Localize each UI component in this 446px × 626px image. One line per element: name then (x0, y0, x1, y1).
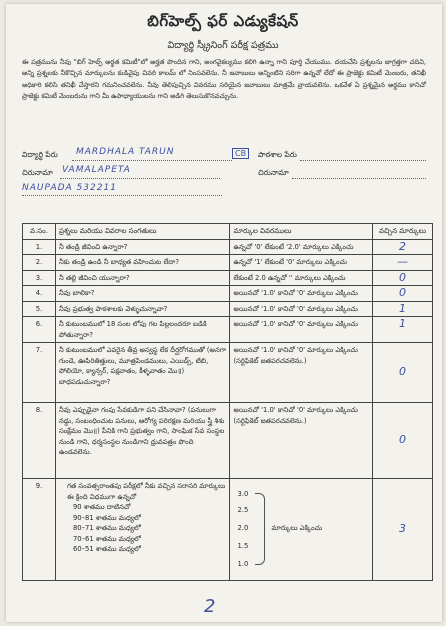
row-score: 1 (399, 317, 407, 330)
signature-mark: 2 (204, 596, 216, 617)
questions-table (22, 223, 433, 581)
header-marks-obtained: వచ్చిన మార్కులు (373, 224, 433, 240)
q9-scale-value: 1.0 (237, 560, 249, 568)
address-line-3 (22, 195, 222, 196)
row-score: — (397, 255, 409, 268)
q9-scale-value: 2.0 (237, 524, 249, 532)
address-line-1 (60, 178, 220, 179)
row-number: 6. (23, 317, 56, 343)
row-marks-rule: మార్కులు ఎక్కించు (271, 524, 323, 532)
document-subtitle: విద్యార్థి స్క్రీనింగ్ పరీక్ష పత్రము (167, 40, 279, 51)
table-row (23, 317, 433, 343)
row-score: 0 (399, 365, 407, 379)
row-question: నీ కుటుంబములో ఎవరైన తీవ్ర అస్వస్థ లేక దీర్ఘరోగముతో (అనగా గుండె, ఊపిరితిత్తులు, మూత్రపిండములు, ఎయిడ్స్, టిబి, పోలియో, క్యాన్సర్, పక్షవాతం, కీళ్ళవాతం మొ॥) బాధపడుచున్నారా? (55, 343, 230, 403)
q9-scale-value: 3.0 (237, 490, 249, 498)
student-name-value: MARDHALA TARUN (76, 147, 175, 157)
row-number: 9. (23, 479, 56, 581)
table-row (23, 343, 433, 403)
address-label: చిరునామా (22, 168, 53, 177)
address-line-2 (292, 178, 426, 179)
table-header-row (23, 224, 433, 240)
q9-range-item: 70–61 శాతము మధ్యలో (72, 534, 141, 543)
row-question: నీవు ఎప్పుడైనా గంపు సేవకుడిగా పని చేసినావా? (పనులుగా నడ్డు, సంబంధించుట పనులు, ఆరోగ్య పరిరక్షణ మరియు స్త్రీ శిశు సంక్షేమం మొ॥) పీనికి గాని ప్రభుత్వం గాని, సాంఘిక సేవ సంస్థల నుండి గాని, ధర్మసంస్థల నుండిగాని ధ్రువపత్రం పొంది ఉండవలెను. (55, 403, 230, 479)
row-question: నీ కుటుంబములో 18 సంల లోపు గల పిల్లలందరూ బడికి పోతున్నారా? (55, 317, 230, 343)
row-number: 5. (23, 301, 56, 317)
table-row (23, 255, 433, 271)
q9-range-item: 80–71 శాతము మధ్యలో (72, 524, 141, 532)
school-name-line (300, 160, 426, 161)
header-serial: వ.సం. (23, 224, 56, 240)
table-row (23, 270, 433, 286)
row-question: నీ తండ్రి జీవించి ఉన్నారా? (55, 239, 230, 255)
row-score: 3 (399, 522, 407, 536)
row-marks-rule: ఉన్నచో '0' లేకుంటే '2.0' మార్కులు ఎక్కించు (230, 239, 373, 255)
q9-range-item: 90 శాతము దాటినచో (72, 503, 131, 511)
table-row (23, 286, 433, 302)
student-name-line (72, 160, 232, 161)
row-score: 2 (399, 239, 407, 253)
document-title: బిగ్‌హెల్ప్ ఫర్ ఎడ్యుకేషన్ (147, 12, 299, 30)
q9-range-item: 60–51 శాతము మధ్యలో (72, 545, 141, 553)
row-number: 3. (23, 270, 56, 286)
row-marks-rule: అయినచో '1.0' కానిచో '0' మార్కులు ఎక్కించు (సర్టిఫికెట్ జతపరచవలెను.) (230, 403, 373, 479)
row-number: 2. (23, 255, 56, 271)
row-marks-rule: లేకుంటే 2.0 ఉన్నచో '' మార్కులు ఎక్కించు (230, 270, 373, 286)
row-marks-rule: ఉన్నచో '1' లేకుంటే '0' మార్కులు ఎక్కించు (230, 255, 373, 271)
table-row (23, 301, 433, 317)
address-label-2: చిరునామా (258, 168, 289, 177)
student-name-label: విద్యార్థి పేరు (22, 150, 58, 159)
row-marks-rule: అయినచో '1.0' కానిచో '0' మార్కులు ఎక్కించు (సర్టిఫికెట్ జతపరచవలెను.) (230, 343, 373, 403)
instructions-paragraph: ఈ పత్రమును నీవు "బిగ్ హెల్ప్ అర్థత కమిటీ"లో అర్హత పొందిన గాని, అంగవైకల్యము కలిగి ఉన్నా గాని పూర్తి చేయుము. దయచేసి ప్రశ్నలను జాగ్రత్తగా చదివి, అన్ని ప్రశ్నలకు నీకొచ్చిన మార్కులను కుడివైపు చివరి కాలమ్ లో నింపవలెను. నీ జవాబులు అన్నింటిని సరిగా ఉన్నవో లేదో ఈ ప్రాజెక్టు కమిటీ మెంబరు, తనిఖీ అధికారి కలిసి తనిఖీ చేస్తారని గమనించవలెను. నీవు తెలిపుచ్చిన వివరము సరియైన జవాబులు మాత్రమే వ్రాయవలెను. ఒకవేళ ఏ ప్రశ్నమైన అర్థము కానిచో ప్రాజెక్టు కమిటీ మెంబరును గాని మీ ఉపాధ్యాయులను గాని అడిగి తెలుసుకొనవచ్చును. (22, 58, 426, 101)
row-score: 0 (399, 270, 407, 284)
row-question: నీకు తండ్రి ఉండి నీ బాధ్యత వహించుట లేదా? (55, 255, 230, 271)
header-marks-detail: మార్కుల వివరములు (230, 224, 373, 240)
stamp-mark: CB (232, 148, 249, 159)
q9-brace (255, 493, 265, 565)
q9-scale-value: 1.5 (237, 542, 249, 550)
row-question: గత సంవత్సరాంతపు పరీక్షలో నీకు వచ్చిన సరాసరి మార్కులు ఈ క్రింది విధముగా ఉన్నచో (66, 482, 226, 501)
row-question: నీ తల్లి జీవించి యున్నారా? (55, 270, 230, 286)
row-question: నీవు ప్రభుత్వ పాఠశాలకు వెళ్ళుచున్నావా? (55, 301, 230, 317)
table-row (23, 479, 433, 581)
row-number: 7. (23, 343, 56, 403)
table-row (23, 239, 433, 255)
row-marks-rule: అయినచో '1.0' కానిచో '0' మార్కులు ఎక్కించు (230, 301, 373, 317)
row-score: 1 (399, 301, 407, 315)
row-number: 4. (23, 286, 56, 302)
q9-scale-value: 2.5 (237, 506, 249, 514)
q9-ranges (59, 502, 227, 555)
q9-range-item: 90–81 శాతము మధ్యలో (72, 513, 141, 522)
row-marks-rule: అయినచో '1.0' కానిచో '0' మార్కులు ఎక్కించు (230, 286, 373, 302)
row-question: నీవు బాలికా? (55, 286, 230, 302)
row-marks-rule: అయినచో '1.0' కానిచో '0' మార్కులు ఎక్కించు (230, 317, 373, 343)
address-value-2: NAUPADA 532211 (22, 183, 117, 193)
row-number: 1. (23, 239, 56, 255)
table-row (23, 403, 433, 479)
address-value-1: VAMALAPETA (62, 165, 131, 175)
row-number: 8. (23, 403, 56, 479)
header-question: ప్రశ్నలు మరియు వివరాల సంగతులు (55, 224, 230, 240)
row-score: 0 (399, 433, 407, 447)
school-name-label: పాఠశాల పేరు (258, 150, 297, 159)
row-score: 0 (399, 286, 407, 299)
